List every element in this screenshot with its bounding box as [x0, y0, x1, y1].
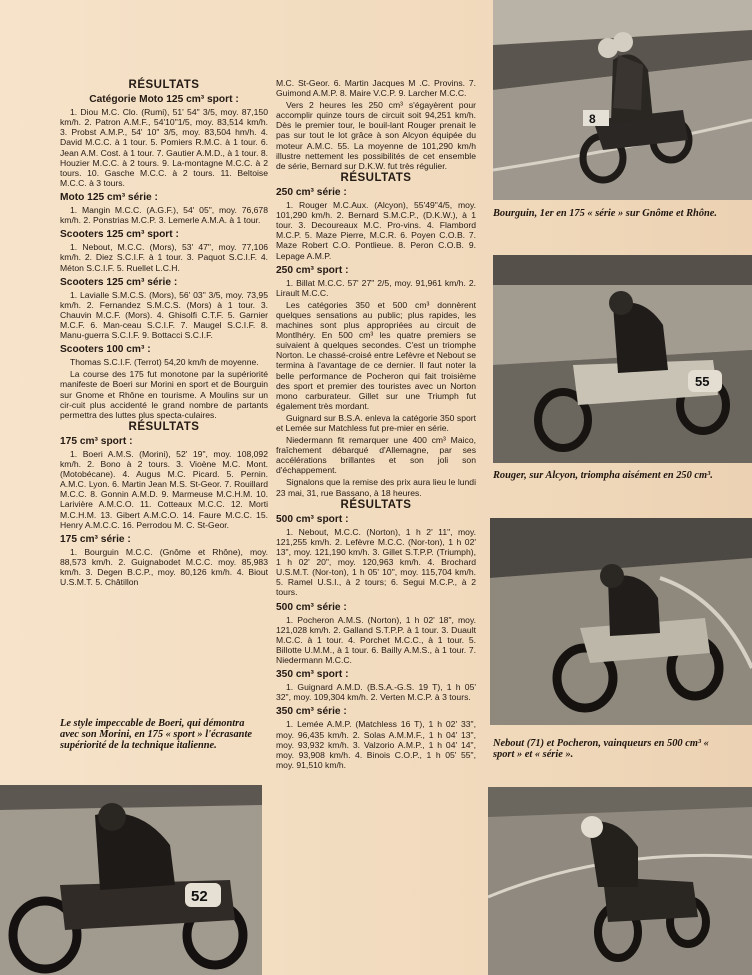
article-paragraph: Niedermann fit remarquer une 400 cm³ Maico, fraîchement débarqué d'Allemagne, par ses accélérations brillantes et son joli son d'échappement.	[276, 435, 476, 476]
article-paragraph: La course des 175 fut monotone par la supériorité manifeste de Boeri sur Morini en sport et de Bourguin sur Gnome et Rhône en tourisme. A Moulins sur un cir-cuit plus accidenté le grand nombre de partants permettra des luttes plus specta-culaires.	[60, 369, 268, 420]
results-text: 1. Boeri A.M.S. (Morini), 52' 19", moy. 108,092 km/h. 2. Bono à 2 tours. 3. Vioène M.C. Mont. (Motobécane). 4. Augus M.C. Picard. 5. Pernin. A.M.C. Lyon. 6. Martin Jean M.S. St-Geor. 7. Rouillard M.C.C. 8. Gonnin A.M.D. 9. Marmeuse M.C.H.M. 10. Larivière A.M.C.O. 11. Cotteaux M.C.C. 12. Morti M.C.H.M. 13. Gibert A.M.C.O. 14. Faure M.C.C. 15. Henry A.M.C.C. 16. Perrodou M. C. St-Geor.	[60, 449, 268, 530]
results-text: 1. Mangin M.C.C. (A.G.F.), 54' 05", moy. 76,678 km/h. 2. Ponstrias M.C.P. 3. Lemerle A.M.A. à 1 tour.	[60, 205, 268, 226]
article-paragraph: Signalons que la remise des prix aura lieu le lundi 23 mai, 31, rue Bassano, à 18 heures.	[276, 477, 476, 498]
race-number: 55	[695, 374, 710, 389]
category-heading: 500 cm³ série :	[276, 601, 347, 613]
category-heading: Catégorie Moto 125 cm³ sport :	[89, 94, 239, 106]
caption-bourguin: Bourguin, 1er en 175 « série » sur Gnôme et Rhône.	[493, 208, 718, 219]
results-text: 1. Nebout, M.C.C. (Norton), 1 h 2' 11", moy. 121,255 km/h. 2. Lefèvre M.C.C. (Nor-ton), 1 h 02' 13", moy. 121,190 km/h. 3. Gillet S.T.P.P. (Triumph), 1 h 02' 20", moy. 120,963 km/h. 4. Brochard U.S.M.T. (Nor-ton), 1 h 05' 10", moy. 115,704 km/h. 5. Ramel U.S.I., à 2 tours; 6. Segui M.C.P., à 2 tours.	[276, 526, 476, 598]
photo-bourguin	[493, 0, 752, 200]
category-heading: 500 cm³ sport :	[276, 513, 349, 525]
race-number: 8	[589, 112, 596, 126]
category-heading: 350 cm³ série :	[276, 706, 347, 718]
category-heading: 250 cm³ sport :	[276, 264, 349, 276]
category-heading: 350 cm³ sport :	[276, 669, 349, 681]
results-text: 1. Lemée A.M.P. (Matchless 16 T), 1 h 02' 33", moy. 96,435 km/h. 2. Solas A.M.M.F., 1 h 04' 13", moy. 93,932 km/h. 3. Valzorio A.M.P., 1 h 04' 14", moy. 93,908 km/h. 4. Binois C.O.P., 1 h 05' 55", moy. 91,510 km/h.	[276, 719, 476, 770]
category-heading: Scooters 100 cm³ :	[60, 344, 151, 356]
photo-nebout	[490, 518, 752, 725]
results-text: 1. Bourguin M.C.C. (Gnôme et Rhône), moy. 88,573 km/h. 2. Guignabodet M.C.C. moy. 85,983 km/h. 3. Degen B.C.P., moy. 80,126 km/h. 4. Biout U.S.M.T. 5. Châtillon	[60, 546, 268, 588]
results-text: 1. Pocheron A.M.S. (Norton), 1 h 02' 18", moy. 121,028 km/h. 2. Galland S.T.P.P. à 1 tour. 3. Duault M.C.C. à 1 tour. 4. Porchet M.C.C., à 1 tour. 5. Billotte U.M.M., à 1 tour. 6. Bailly A.M.S., à 1 tour. 7. Niedermann M.C.C.	[276, 614, 476, 665]
article-paragraph: Vers 2 heures les 250 cm³ s'égayèrent pour accomplir quinze tours de circuit soit 94,251 km/h. Dès le premier tour, le bouil-lant Rouger prenait le pas sur tout le lot grâce à son Alcyon équipée du moteur A.M.C. 55. La moyenne de 101,290 km/h illustre nettement les possibilités de cet ensemble de série, Bernard sur D.K.W. fut très régulier.	[276, 100, 476, 171]
article-paragraph: Guignard sur B.S.A. enleva la catégorie 350 sport et Lemée sur Matchless fut pre-mier en série.	[276, 412, 476, 433]
left-text-column	[60, 78, 268, 589]
results-heading: RÉSULTATS	[128, 79, 200, 91]
results-text: 1. Rouger M.C.Aux. (Alcyon), 55'49"4/5, moy. 101,290 km/h. 2. Bernard S.M.C.P., (D.K.W.), à 1 tour. 3. Decoureaux M.C. Pro-vins. 4. Flambord M.C.P. 5. Maze Pierre, M.C.R. 6. Poyen C.O.B. 7. Maze Robert C.O. Pontlieue. 8. Peron C.O.B. 9. Lepage A.M.P.	[276, 200, 476, 261]
category-heading: Moto 125 cm³ série :	[60, 191, 158, 203]
photo-boeri	[0, 785, 262, 975]
results-text: 1. Billat M.C.C. 57' 27" 2/5, moy. 91,961 km/h. 2. Lirault M.C.C.	[276, 277, 476, 298]
category-heading: Scooters 125 cm³ sport :	[60, 229, 179, 241]
article-paragraph: Les catégories 350 et 500 cm³ donnèrent quelques sensations au public; plus rapides, les machines sont plus appropriées au circuit de Montlhéry. En 500 cm³ les quatre premiers se suivaient à quelques secondes. C'est un triomphe Norton. Le chassé-croisé entre Lefèvre et Nebout se termina à l'avantage de ce dernier. Il faut noter la belle performance de Pocheron qui fait troisième des sport et premier des touristes avec un Norton mono carburateur. Gillet sur une Triumph fut également très mordant.	[276, 299, 476, 411]
results-text: 1. Diou M.C. Clo. (Rumi), 51' 54" 3/5, moy. 87,150 km/h. 2. Patron A.M.F., 54'10"1/5, moy. 83,514 km/h. 3. Probst A.M.P., 54' 10" 3/5, moy. 83,504 hm/h. 4. David M.C.C. à 1 tour. 5. Pomiers R.M.C. à 1 tour. 6. Jean A.M. Cost. à 1 tour. 7. Gautier A.M.D., à 1 tour. 8. Houzier M.C.C. à 2 tours. 9. La-montagne M.C.C. à 2 tours. 10. Gasche M.C.C. à 2 tours. 11. Beltoise M.C.C. à 3 tours.	[60, 107, 268, 188]
results-text: 1. Guignard A.M.D. (B.S.A.-G.S. 19 T), 1 h 05' 32", moy. 109,304 km/h. 2. Verten M.C.P. à 3 tours.	[276, 682, 476, 703]
results-text: 1. Nebout, M.C.C. (Mors), 53' 47", moy. 77,106 km/h. 2. Diez S.C.I.F. à 1 tour. 3. Paquot S.C.I.F. 4. Méton S.C.I.F. 5. Ruellet L.C.H.	[60, 242, 268, 273]
results-heading: RÉSULTATS	[340, 498, 412, 511]
category-heading: 250 cm³ série :	[276, 186, 347, 198]
race-number: 52	[191, 888, 208, 905]
category-heading: 175 cm³ sport :	[60, 435, 133, 447]
caption-boeri: Le style impeccable de Boeri, qui démontra avec son Morini, en 175 « sport » l'écrasante supériorité de la technique italienne.	[60, 718, 252, 751]
photo-pocheron	[488, 787, 752, 975]
photo-rouger	[493, 255, 752, 463]
results-heading: RÉSULTATS	[340, 171, 412, 184]
results-text: 1. Lavialle S.M.C.S. (Mors), 56' 03" 3/5, moy. 73,95 km/h. 2. Fernandez S.M.C.S. (Mors) à 1 tour. 3. Chauvin M.C.F. (Mors). 4. Ghisolfi C.T.F. 5. Garnier M.C.F. 6. Man-ceau S.C.I.F. 7. Maugel S.C.I.F. 8. Manu-guerra S.C.I.F. 9. Bottacci S.C.I.F.	[60, 289, 268, 341]
results-text: Thomas S.C.I.F. (Terrot) 54,20 km/h de moyenne.	[70, 357, 259, 368]
category-heading: Scooters 125 cm³ série :	[60, 276, 178, 288]
caption-nebout: Nebout (71) et Pocheron, vainqueurs en 500 cm³ « sport » et « série ».	[493, 738, 709, 760]
results-heading: RÉSULTATS	[128, 420, 200, 433]
middle-text-column	[276, 78, 476, 772]
results-text: M.C. St-Geor. 6. Martin Jacques M .C. Provins. 7. Guimond A.M.P. 8. Maire V.C.P. 9. Larcher M.C.C.	[276, 78, 476, 99]
category-heading: 175 cm³ série :	[60, 533, 131, 545]
caption-rouger: Rouger, sur Alcyon, triompha aisément en 250 cm³.	[493, 470, 713, 481]
